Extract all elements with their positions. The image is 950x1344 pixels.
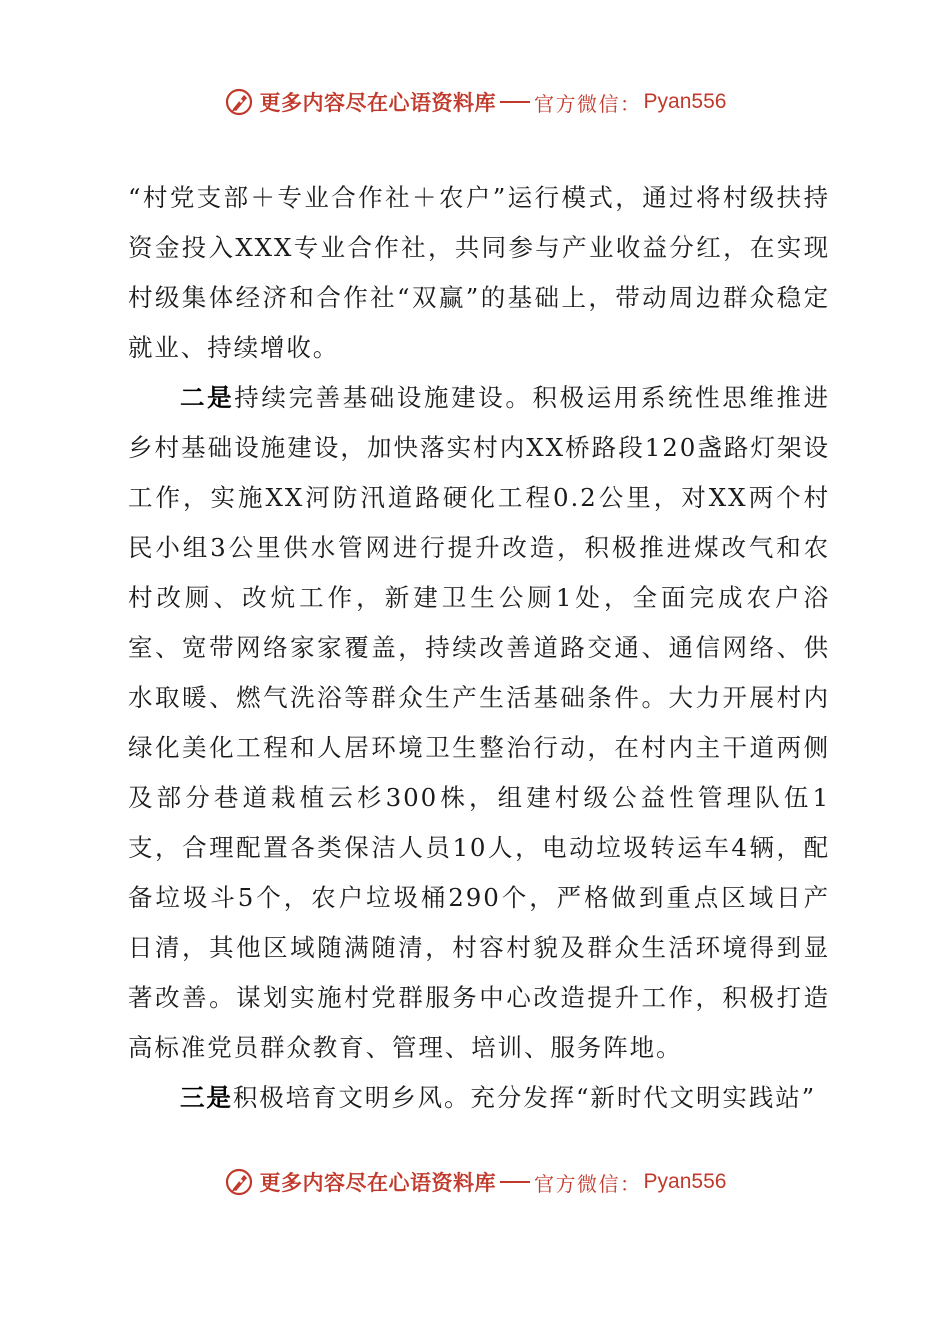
paragraph-3-lead: 三是 xyxy=(180,1083,233,1112)
pen-nib-logo-icon xyxy=(224,1167,254,1197)
paragraph-2-body: 持续完善基础设施建设。积极运用系统性思维推进乡村基础设施建设，加快落实村内XX桥路段120盏路灯架设工作，实施XX河防汛道路硬化工程0.2公里，对XX两个村民小组3公里供水管网进行提升改造，积极推进煤改气和农村改厕、改炕工作，新建卫生公厕1处，全面完成农户浴室、宽带网络家家覆盖，持续改善道路交通、通信网络、供水取暖、燃气洗浴等群众生产生活基础条件。大力开展村内绿化美化工程和人居环境卫生整治行动，在村内主干道两侧及部分巷道栽植云杉300株，组建村级公益性管理队伍1支，合理配置各类保洁人员10人，电动垃圾转运车4辆，配备垃圾斗5个，农户垃圾桶290个，严格做到重点区域日产日清，其他区域随满随清，村容村貌及群众生活环境得到显著改善。谋划实施村党群服务中心改造提升工作，积极打造高标准党员群众教育、管理、培训、服务阵地。 xyxy=(128,383,830,1062)
paragraph-2 xyxy=(128,373,830,1073)
document-body xyxy=(128,173,830,1123)
footer-dash-divider xyxy=(500,1181,530,1183)
banner-official-label: 官方微信： xyxy=(534,91,642,116)
paragraph-1-body: “村党支部＋专业合作社＋农户”运行模式，通过将村级扶持资金投入XXX专业合作社，共同参与产业收益分红，在实现村级集体经济和合作社“双赢”的基础上，带动周边群众稳定就业、持续增收。 xyxy=(128,183,830,362)
paragraph-1 xyxy=(128,173,830,373)
banner-dash-divider xyxy=(500,101,530,103)
banner-site-text: 更多内容尽在心语资料库 xyxy=(259,90,497,115)
paragraph-3 xyxy=(128,1073,830,1123)
footer-wechat-id: Pyan556 xyxy=(643,1170,727,1193)
paragraph-2-lead: 二是 xyxy=(180,383,235,412)
paragraph-3-body: 积极培育文明乡风。充分发挥“新时代文明实践站” xyxy=(232,1083,817,1112)
footer-banner xyxy=(0,1162,950,1202)
banner-wechat-id: Pyan556 xyxy=(643,90,727,113)
header-banner xyxy=(0,82,950,122)
footer-official-label: 官方微信： xyxy=(534,1171,642,1196)
pen-nib-logo-icon xyxy=(224,87,254,117)
footer-site-text: 更多内容尽在心语资料库 xyxy=(259,1170,497,1195)
